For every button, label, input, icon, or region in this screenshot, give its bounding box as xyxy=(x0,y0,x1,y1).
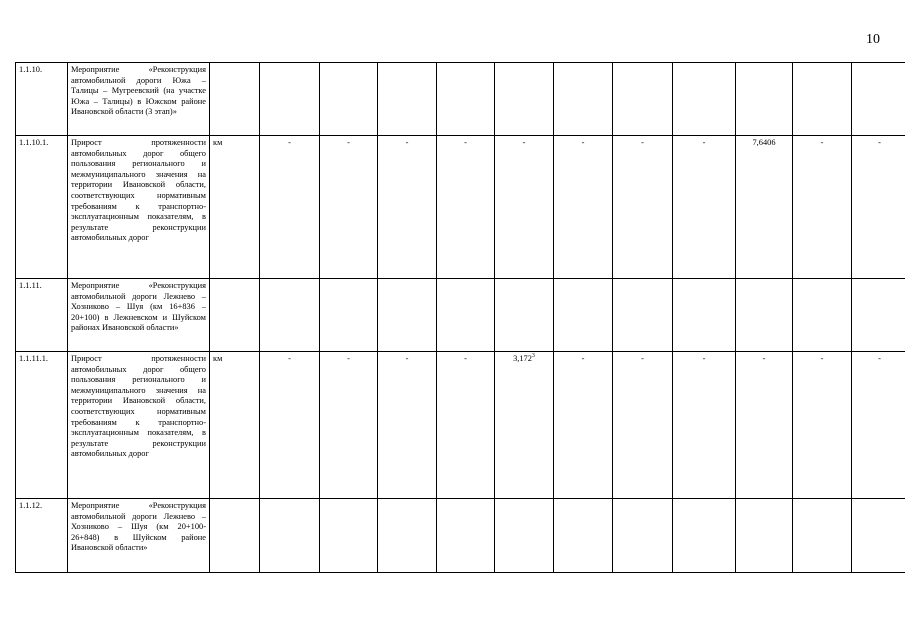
value-cell: - xyxy=(320,352,378,499)
value-cell xyxy=(736,499,793,573)
value-cell xyxy=(613,279,673,352)
row-unit xyxy=(210,499,260,573)
table-row xyxy=(16,136,905,279)
value-cell xyxy=(554,279,613,352)
value-cell xyxy=(793,279,852,352)
value-cell xyxy=(378,63,437,136)
row-unit: км xyxy=(210,136,260,279)
value-cell: - xyxy=(852,352,905,499)
row-code: 1.1.10.1. xyxy=(16,136,68,279)
value-cell: - xyxy=(613,352,673,499)
value-cell: - xyxy=(378,352,437,499)
value-cell xyxy=(613,499,673,573)
value-cell xyxy=(260,279,320,352)
value-cell: - xyxy=(852,136,905,279)
value-cell xyxy=(260,499,320,573)
row-description: Прирост протяженности автомобильных дорог общего пользования регионального и межмуниципального значения на территории Ивановской области, соответствующих нормативным требованиям к транспортно-эксплуатационным показателям, в результате реконструкции автомобильных дорог xyxy=(68,136,210,279)
value-cell: - xyxy=(437,352,495,499)
value-cell: 3,172$^3$ xyxy=(495,352,554,499)
value-cell xyxy=(736,279,793,352)
value-cell: - xyxy=(613,136,673,279)
value-cell xyxy=(673,63,736,136)
row-code: 1.1.12. xyxy=(16,499,68,573)
value-cell xyxy=(495,63,554,136)
value-cell xyxy=(437,499,495,573)
table-row xyxy=(16,63,905,136)
table-row xyxy=(16,499,905,573)
page-number: 10 xyxy=(866,32,880,47)
value-cell xyxy=(378,499,437,573)
value-cell xyxy=(554,499,613,573)
value-cell: - xyxy=(437,136,495,279)
row-code: 1.1.11. xyxy=(16,279,68,352)
value-cell: - xyxy=(554,136,613,279)
value-cell: - xyxy=(736,352,793,499)
value-cell xyxy=(320,499,378,573)
row-unit xyxy=(210,279,260,352)
row-code: 1.1.11.1. xyxy=(16,352,68,499)
value-cell xyxy=(852,279,905,352)
value-cell: - xyxy=(378,136,437,279)
row-unit: км xyxy=(210,352,260,499)
value-cell: - xyxy=(793,352,852,499)
value-cell xyxy=(793,499,852,573)
value-cell xyxy=(673,499,736,573)
value-cell xyxy=(554,63,613,136)
value-cell xyxy=(793,63,852,136)
table-row xyxy=(16,279,905,352)
value-cell xyxy=(495,279,554,352)
value-cell: - xyxy=(554,352,613,499)
footnote-mark: 3 xyxy=(531,353,535,360)
value-cell: - xyxy=(793,136,852,279)
table-row xyxy=(16,352,905,499)
indicators-table xyxy=(15,62,905,573)
value-cell: - xyxy=(260,136,320,279)
value-cell xyxy=(437,279,495,352)
value-cell xyxy=(320,63,378,136)
value-cell xyxy=(320,279,378,352)
row-description: Мероприятие «Реконструкция автомобильной дороги Лежнево – Хозниково – Шуя (км 20+100-26+848) в Шуйском районе Ивановской области» xyxy=(68,499,210,573)
row-code: 1.1.10. xyxy=(16,63,68,136)
row-description: Прирост протяженности автомобильных дорог общего пользования регионального и межмуниципального значения на территории Ивановской области, соответствующих нормативным требованиям к транспортно-эксплуатационным показателям, в результате реконструкции автомобильных дорог xyxy=(68,352,210,499)
value-cell xyxy=(613,63,673,136)
value-cell xyxy=(437,63,495,136)
row-description: Мероприятие «Реконструкция автомобильной дороги Южа – Талицы – Мугреевский (на участке Южа – Талицы) в Южском районе Ивановской области (3 этап)» xyxy=(68,63,210,136)
value-cell xyxy=(378,279,437,352)
value-cell xyxy=(495,499,554,573)
row-description: Мероприятие «Реконструкция автомобильной дороги Лежнево – Хозниково – Шуя (км 16+836 – 20+100) в Лежневском и Шуйском районах Ивановской области» xyxy=(68,279,210,352)
value-cell xyxy=(852,499,905,573)
value-cell: - xyxy=(495,136,554,279)
value-cell xyxy=(736,63,793,136)
row-unit xyxy=(210,63,260,136)
value-cell xyxy=(673,279,736,352)
value-cell: 7,6406 xyxy=(736,136,793,279)
value-cell: - xyxy=(320,136,378,279)
value-cell xyxy=(852,63,905,136)
value-cell: - xyxy=(260,352,320,499)
value-cell xyxy=(260,63,320,136)
value-cell: - xyxy=(673,136,736,279)
value-cell: - xyxy=(673,352,736,499)
